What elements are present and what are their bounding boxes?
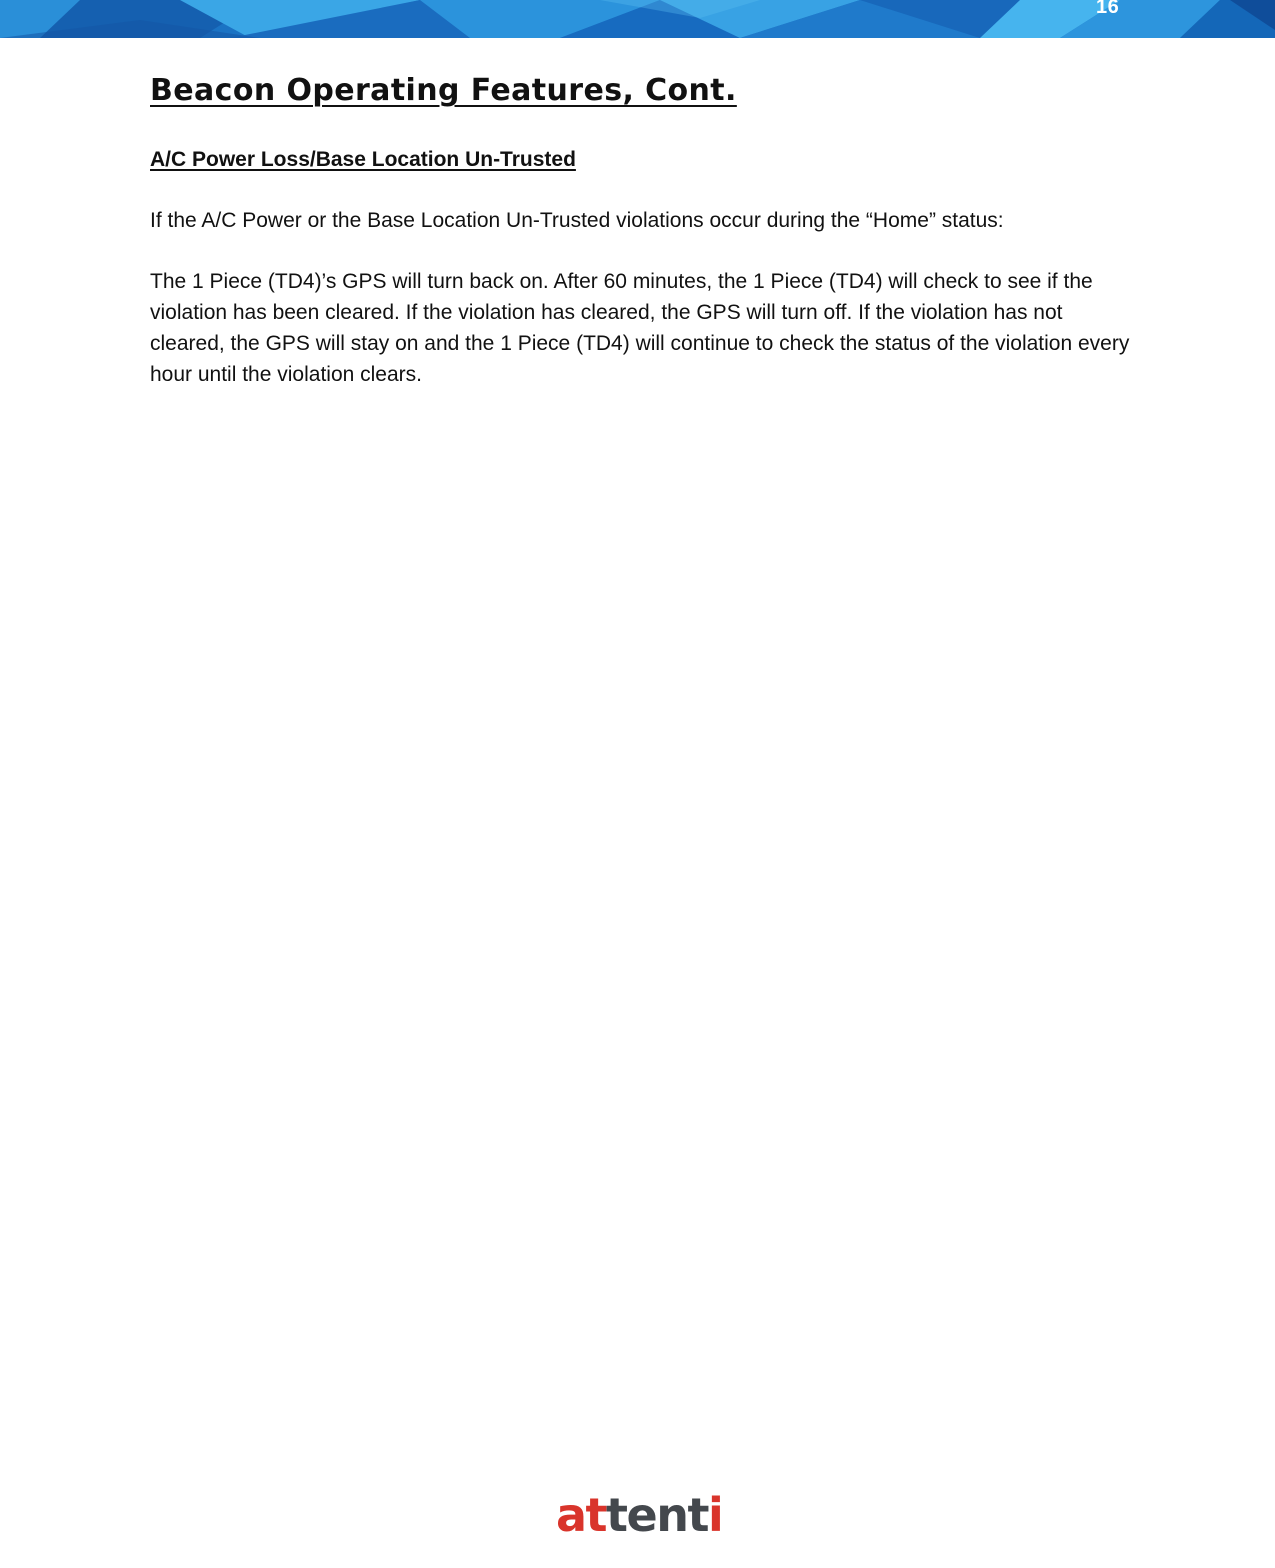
logo-part-red: at — [556, 1488, 607, 1542]
header-banner — [0, 0, 1275, 38]
header-banner-graphic — [0, 0, 1275, 38]
page-title: Beacon Operating Features, Cont. — [150, 73, 737, 108]
attenti-logo — [556, 1490, 722, 1540]
page-number: 16 — [1096, 0, 1120, 18]
logo-part-red-end: i — [707, 1488, 723, 1542]
intro-paragraph: If the A/C Power or the Base Location Un-Trusted violations occur during the “Home” status: — [150, 209, 1004, 232]
logo-part-gray: tent — [606, 1488, 708, 1542]
section-heading: A/C Power Loss/Base Location Un-Trusted — [150, 148, 576, 171]
detail-paragraph: The 1 Piece (TD4)’s GPS will turn back on. After 60 minutes, the 1 Piece (TD4) will check to see if the violation has been cleared. If the violation has cleared, the GPS will turn off. If the violation has not cleared, the GPS will stay on and the 1 Piece (TD4) will continue to check the status of the violation every hour until the violation clears. — [150, 270, 1130, 386]
